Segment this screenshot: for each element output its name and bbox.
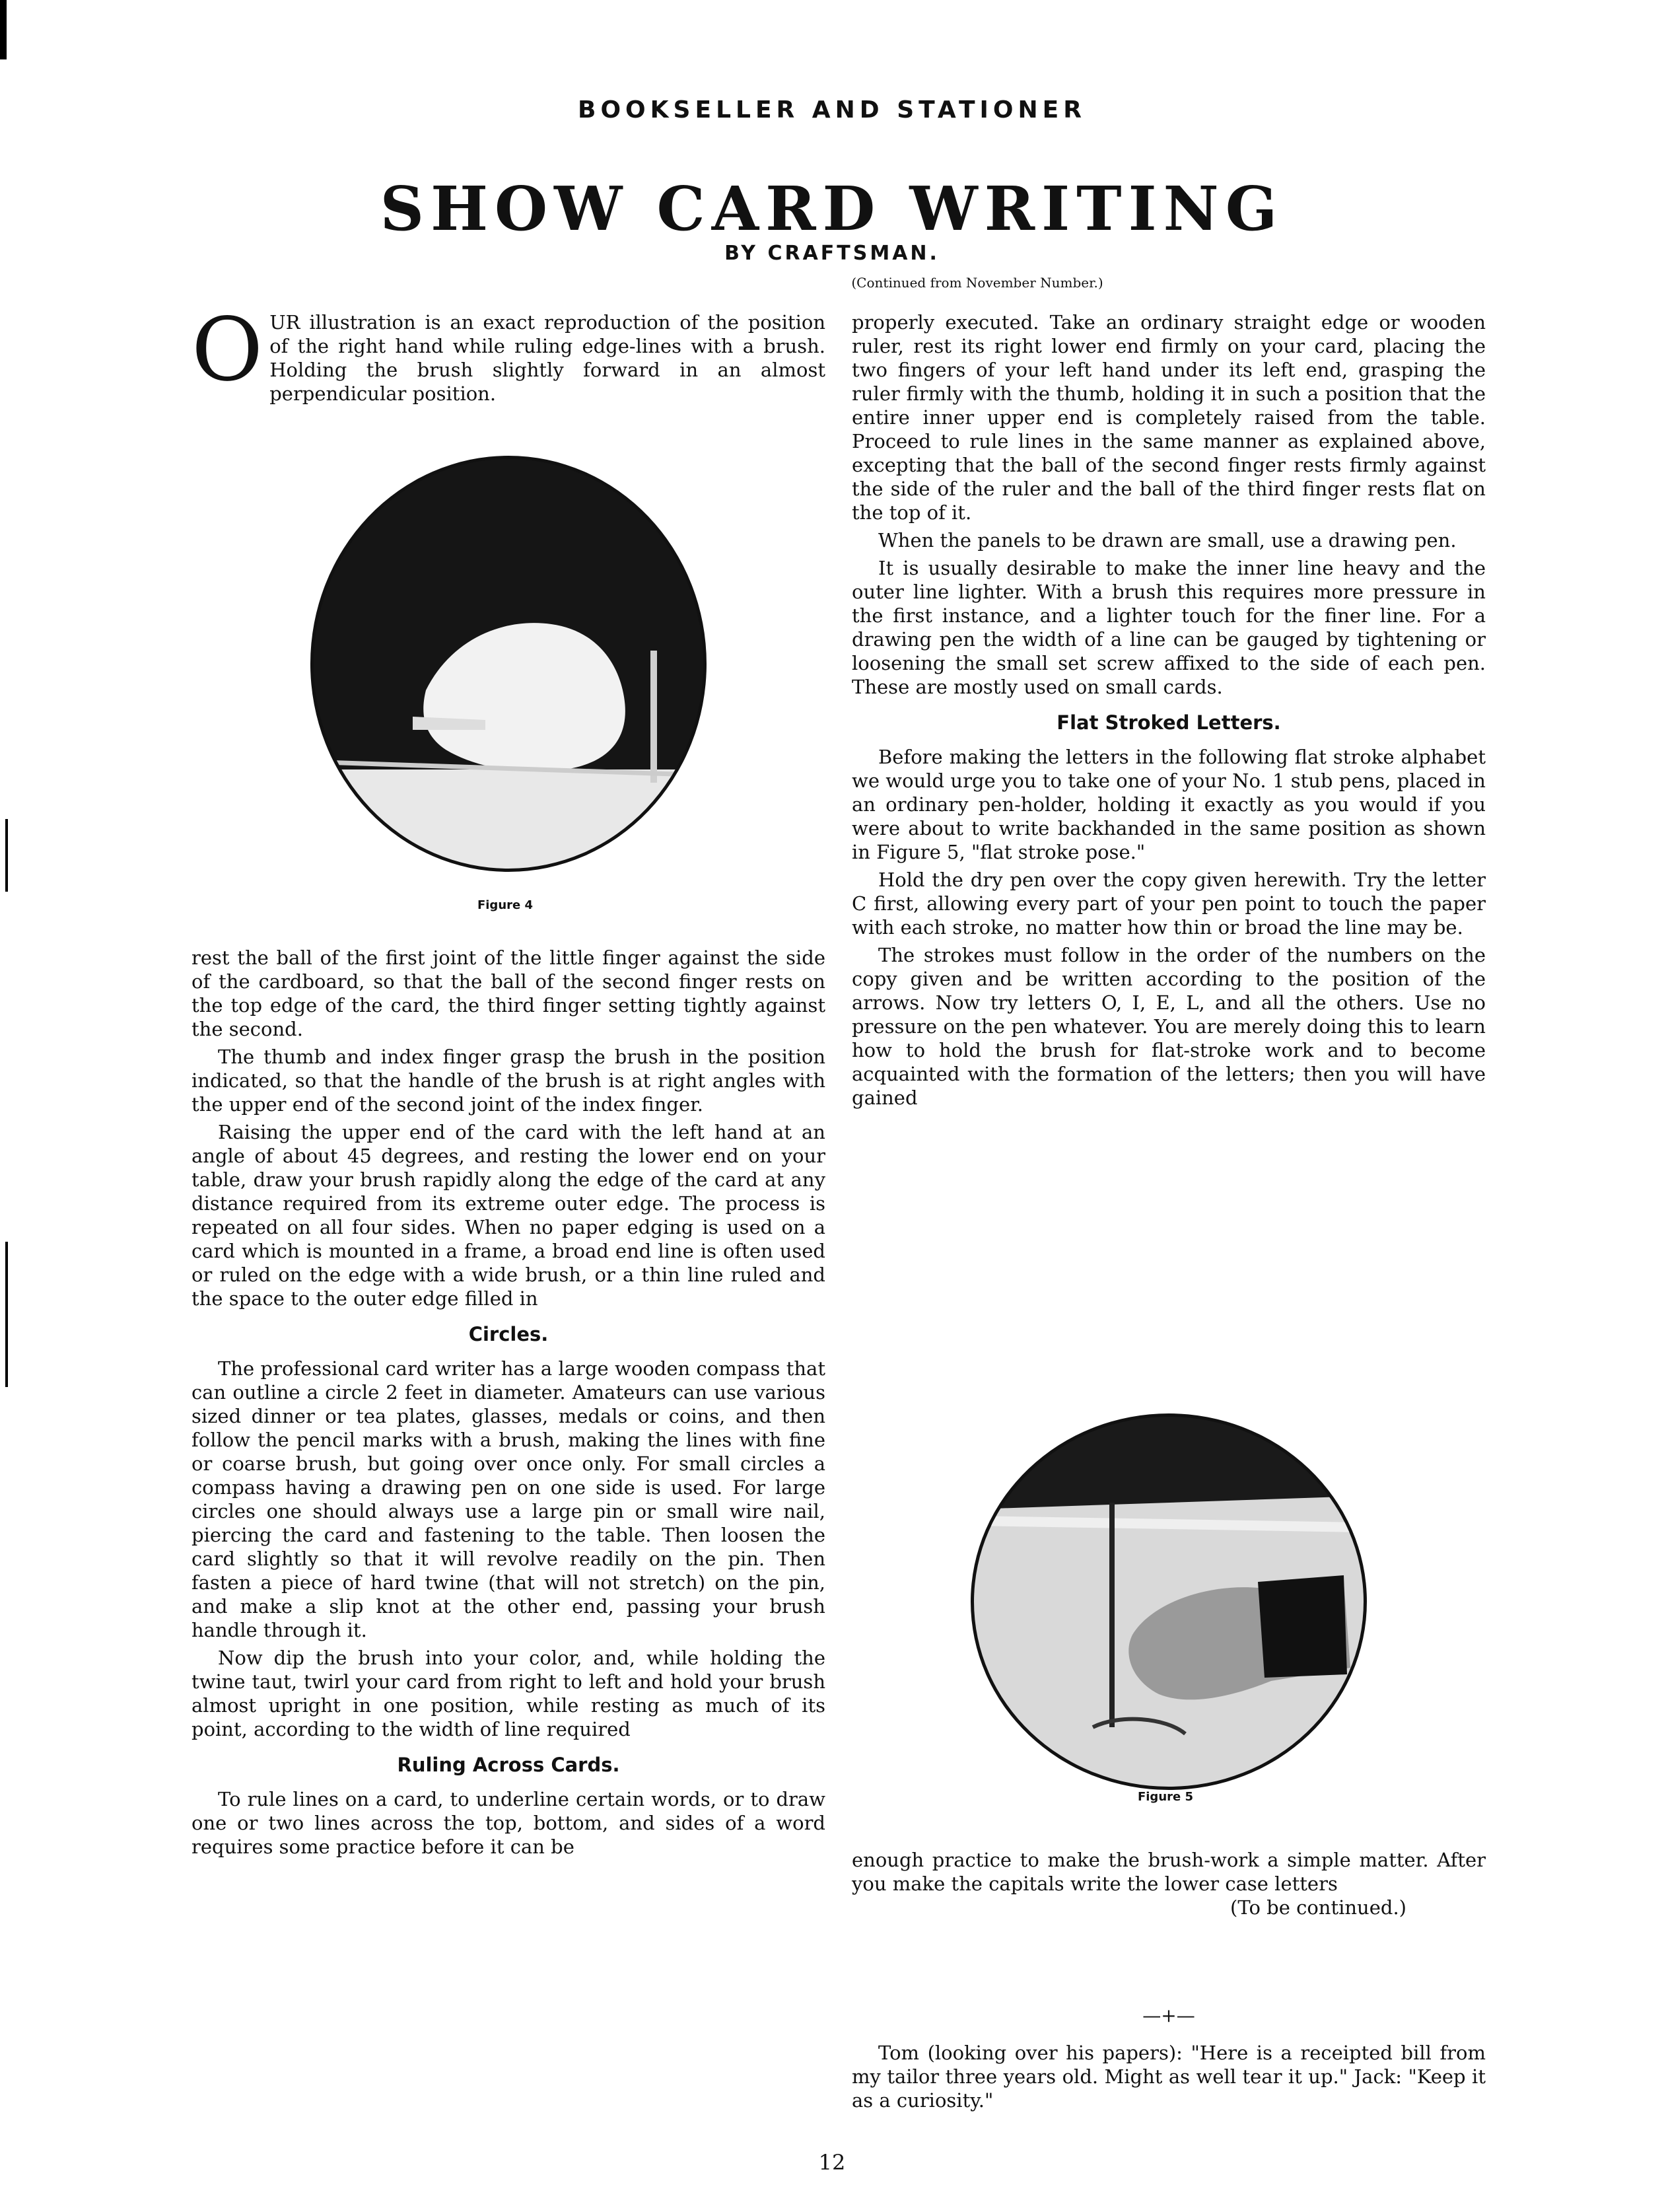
section-heading-circles: Circles. [468, 1323, 549, 1345]
right-column-continuation [852, 1848, 1486, 1919]
paragraph: Raising the upper end of the card with the left hand at an angle of about 45 degrees, and resting the lower end on your table, draw your brush rapidly along the edge of the card at any distance required from its extreme outer edge. The process is repeated on all four sides. When no paper edging is used on a card which is mounted in a frame, a broad end line is often used or ruled on the edge with a wide brush, or a thin line ruled and the space to the outer edge filled in [191, 1121, 825, 1310]
paragraph: Now dip the brush into your color, and, while holding the twine taut, twirl your card from right to left and hold your brush almost upright in one position, while resting as much of its point, according to the width of line required [191, 1647, 825, 1740]
closing-text: enough practice to make the brush-work a simple matter. After you make the capitals write the lower case letters [852, 1849, 1486, 1895]
to-be-continued: (To be continued.) [1230, 1896, 1406, 1919]
article-title: SHOW CARD WRITING [380, 173, 1284, 244]
paragraph: Hold the dry pen over the copy given herewith. Try the letter C first, allowing every part of your pen point to touch the paper with each stroke, no matter how thin or broad the line may be. [852, 869, 1486, 939]
continued-note: (Continued from November Number.) [851, 275, 1103, 291]
joke-paragraph: Tom (looking over his papers): "Here is a receipted bill from my tailor three years old. Might as well tear it up." Jack: "Keep it as a curiosity." [852, 2042, 1486, 2112]
scan-edge-mark [0, 0, 7, 59]
paragraph: To rule lines on a card, to underline certain words, or to draw one or two lines across the top, bottom, and sides of a word requires some practice before it can be [191, 1788, 825, 1858]
paragraph: properly executed. Take an ordinary straight edge or wooden ruler, rest its right lower end firmly on your card, placing the two fingers of your left hand under its left end, grasping the ruler firmly with the thumb, holding it in such a position that the entire inner upper end is completely raised from the table. Proceed to rule lines in the same manner as explained above, excepting that the ball of the second finger rests firmly against the side of the ruler and the ball of the third finger rests flat on the top of it. [852, 311, 1486, 524]
paragraph: It is usually desirable to make the inner line heavy and the outer line lighter. With a brush this requires more pressure in the first instance, and a lighter touch for the finer line. For a drawing pen the width of a line can be gauged by tightening or loosening the small set screw affixed to the side of each pen. These are mostly used on small cards. [852, 557, 1486, 698]
masthead: BOOKSELLER AND STATIONER [578, 96, 1086, 124]
byline: BY CRAFTSMAN. [724, 242, 940, 265]
paragraph: The thumb and index finger grasp the brush in the position indicated, so that the handle of the brush is at right angles with the upper end of the second joint of the index finger. [191, 1046, 825, 1116]
scan-edge-mark [5, 819, 8, 892]
paragraph [852, 1848, 1486, 1919]
section-divider: —+— [1142, 2005, 1195, 2026]
page-number: 12 [818, 2150, 846, 2175]
hand-writing-illustration [974, 1417, 1364, 1787]
hand-with-brush-illustration [314, 459, 703, 869]
right-column [852, 310, 1486, 1114]
figure-5-caption: Figure 5 [1137, 1790, 1194, 1804]
figure-4-caption: Figure 4 [477, 898, 534, 912]
left-column [191, 946, 825, 1863]
scan-edge-mark [5, 1242, 8, 1387]
figure-4-image [310, 456, 707, 872]
paragraph: The professional card writer has a large wooden compass that can outline a circle 2 feet in diameter. Amateurs can use various sized dinner or tea plates, glasses, medals or coins, and then follow the pencil marks with a brush, making the lines with fine or coarse brush, but going over once only. For small circles a compass having a drawing pen on one side is used. For large circles one should always use a large pin or small wire nail, piercing the card and fastening to the table. Then loosen the card slightly so that it will revolve readily on the pin. Then fasten a piece of hard twine (that will not stretch) on the pin, and make a slip knot at the other end, passing your brush handle through it. [191, 1357, 825, 1641]
section-heading-ruling: Ruling Across Cards. [397, 1754, 620, 1776]
paragraph: The strokes must follow in the order of the numbers on the copy given and be written according to the position of the arrows. Now try letters O, I, E, L, and all the others. Use no pressure on the pen whatever. You are merely doing this to learn how to hold the brush for flat-stroke work and to become acquainted with the formation of the letters; then you will have gained [852, 944, 1486, 1109]
joke-block [852, 2041, 1486, 2116]
left-intro [191, 299, 825, 410]
drop-cap: O [191, 299, 263, 401]
paragraph: When the panels to be drawn are small, use a drawing pen. [878, 529, 1457, 552]
paragraph: Before making the letters in the following flat stroke alphabet we would urge you to take one of your No. 1 stub pens, placed in an ordinary pen-holder, holding it exactly as you would if you were about to write backhanded in the same position as shown in Figure 5, "flat stroke pose." [852, 746, 1486, 863]
figure-5-image [971, 1413, 1367, 1790]
section-heading-flat-stroked: Flat Stroked Letters. [1057, 711, 1281, 734]
paragraph: rest the ball of the first joint of the little finger against the side of the cardboard, so that the ball of the second finger rests on the top edge of the card, the third finger setting tightly against the second. [191, 946, 825, 1040]
intro-paragraph: UR illustration is an exact reproduction of the position of the right hand while ruling edge-lines with a brush. Holding the brush slightly forward in an almost perpendicular position. [269, 311, 825, 405]
